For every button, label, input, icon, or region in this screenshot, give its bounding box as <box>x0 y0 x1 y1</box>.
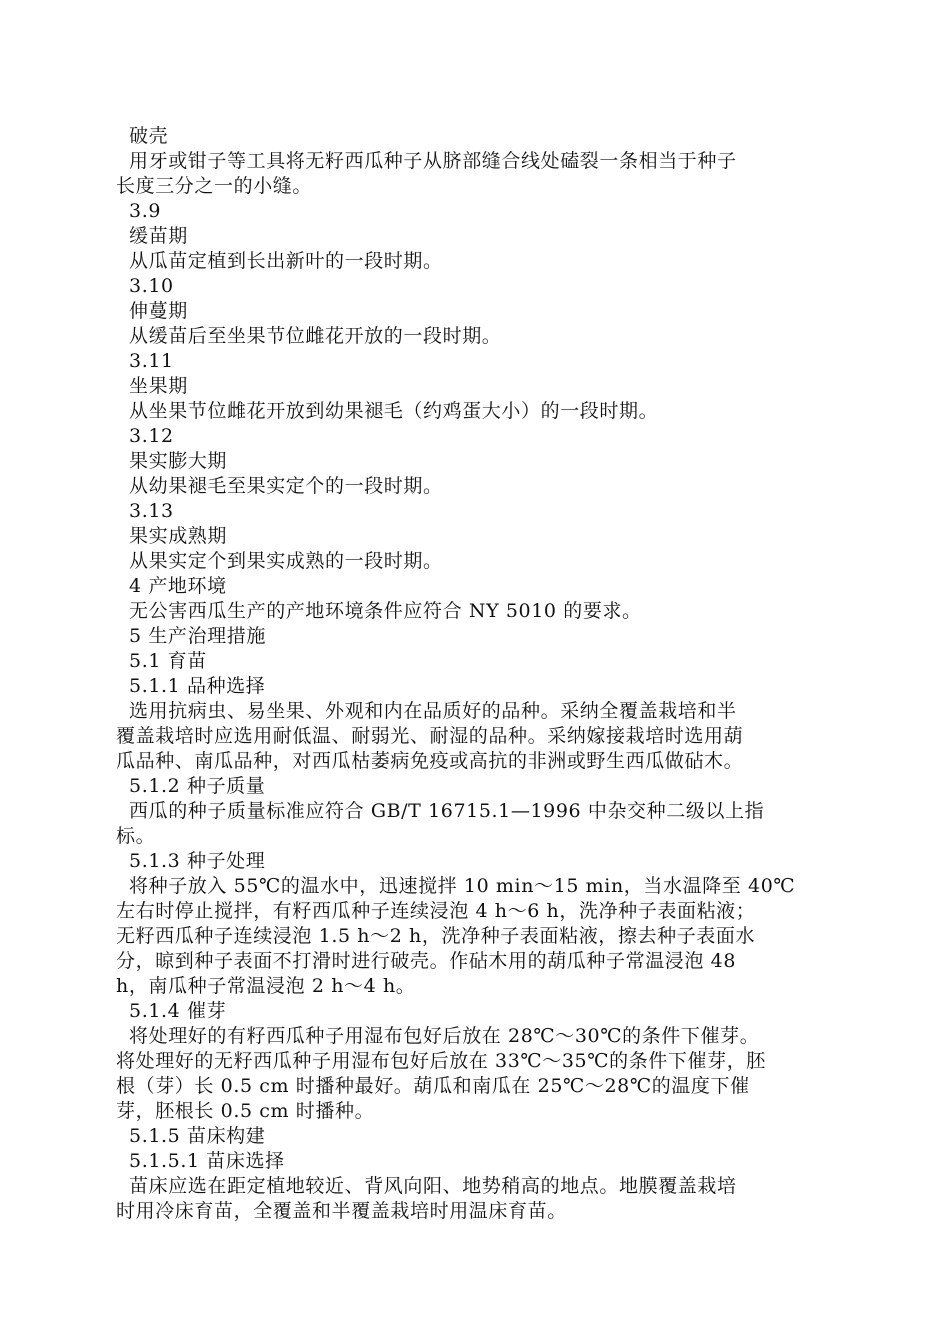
subsection-heading: 5.1.5 苗床构建 <box>129 1125 266 1147</box>
body-text-continued: h，南瓜种子常温浸泡 2 h～4 h。 <box>116 975 416 997</box>
subsection-heading: 5.1.2 种子质量 <box>129 775 266 797</box>
body-text: 将处理好的有籽西瓜种子用湿布包好后放在 28℃～30℃的条件下催芽。 <box>129 1025 760 1047</box>
definition-text-continued: 长度三分之一的小缝。 <box>116 175 313 197</box>
body-text: 苗床应选在距定植地较近、背风向阳、地势稍高的地点。地膜覆盖栽培 <box>129 1175 737 1197</box>
subsection-heading: 5.1.3 种子处理 <box>129 850 266 872</box>
body-text-continued: 无籽西瓜种子连续浸泡 1.5 h～2 h，洗净种子表面粘液，擦去种子表面水 <box>116 925 756 947</box>
body-text: 西瓜的种子质量标准应符合 GB/T 16715.1—1996 中杂交种二级以上指 <box>129 800 765 822</box>
term-title: 坐果期 <box>129 375 188 397</box>
body-text-continued: 将处理好的无籽西瓜种子用湿布包好后放在 33℃～35℃的条件下催芽，胚 <box>116 1050 766 1072</box>
section-number: 3.11 <box>129 350 174 372</box>
term-title: 果实膨大期 <box>129 450 228 472</box>
term-title: 缓苗期 <box>129 225 188 247</box>
body-text-continued: 瓜品种、南瓜品种，对西瓜枯萎病免疫或高抗的非洲或野生西瓜做砧木。 <box>116 750 744 772</box>
body-text: 无公害西瓜生产的产地环境条件应符合 NY 5010 的要求。 <box>129 600 642 622</box>
body-text: 将种子放入 55℃的温水中，迅速搅拌 10 min～15 min，当水温降至 40℃ <box>129 875 796 897</box>
body-text-continued: 芽，胚根长 0.5 cm 时播种。 <box>116 1100 375 1122</box>
subsection-heading: 5.1.4 催芽 <box>129 1000 227 1022</box>
definition-text: 用牙或钳子等工具将无籽西瓜种子从脐部缝合线处磕裂一条相当于种子 <box>129 150 737 172</box>
body-text-continued: 左右时停止搅拌，有籽西瓜种子连续浸泡 4 h～6 h，洗净种子表面粘液； <box>116 900 756 922</box>
section-heading: 4 产地环境 <box>129 575 227 597</box>
body-text-continued: 标。 <box>116 825 156 847</box>
body-text-continued: 覆盖栽培时应选用耐低温、耐弱光、耐湿的品种。采纳嫁接栽培时选用葫 <box>116 725 744 747</box>
definition-text: 从果实定个到果实成熟的一段时期。 <box>129 550 443 572</box>
body-text-continued: 根（芽）长 0.5 cm 时播种最好。葫瓜和南瓜在 25℃～28℃的温度下催 <box>116 1075 750 1097</box>
section-number: 3.13 <box>129 500 174 522</box>
body-text-continued: 时用冷床育苗，全覆盖和半覆盖栽培时用温床育苗。 <box>116 1200 567 1222</box>
definition-text: 从瓜苗定植到长出新叶的一段时期。 <box>129 250 443 272</box>
body-text: 选用抗病虫、易坐果、外观和内在品质好的品种。采纳全覆盖栽培和半 <box>129 700 737 722</box>
section-number: 3.12 <box>129 425 174 447</box>
definition-text: 从缓苗后至坐果节位雌花开放的一段时期。 <box>129 325 502 347</box>
section-heading: 5 生产治理措施 <box>129 625 266 647</box>
body-text-continued: 分，晾到种子表面不打滑时进行破壳。作砧木用的葫瓜种子常温浸泡 48 <box>116 950 737 972</box>
term-title: 伸蔓期 <box>129 300 188 322</box>
section-number: 3.10 <box>129 275 174 297</box>
subsection-heading: 5.1.1 品种选择 <box>129 675 266 697</box>
term-title: 破壳 <box>129 125 169 147</box>
section-number: 3.9 <box>129 200 162 222</box>
definition-text: 从幼果褪毛至果实定个的一段时期。 <box>129 475 443 497</box>
term-title: 果实成熟期 <box>129 525 228 547</box>
definition-text: 从坐果节位雌花开放到幼果褪毛（约鸡蛋大小）的一段时期。 <box>129 400 659 422</box>
subsection-heading: 5.1.5.1 苗床选择 <box>129 1150 285 1172</box>
subsection-heading: 5.1 育苗 <box>129 650 207 672</box>
